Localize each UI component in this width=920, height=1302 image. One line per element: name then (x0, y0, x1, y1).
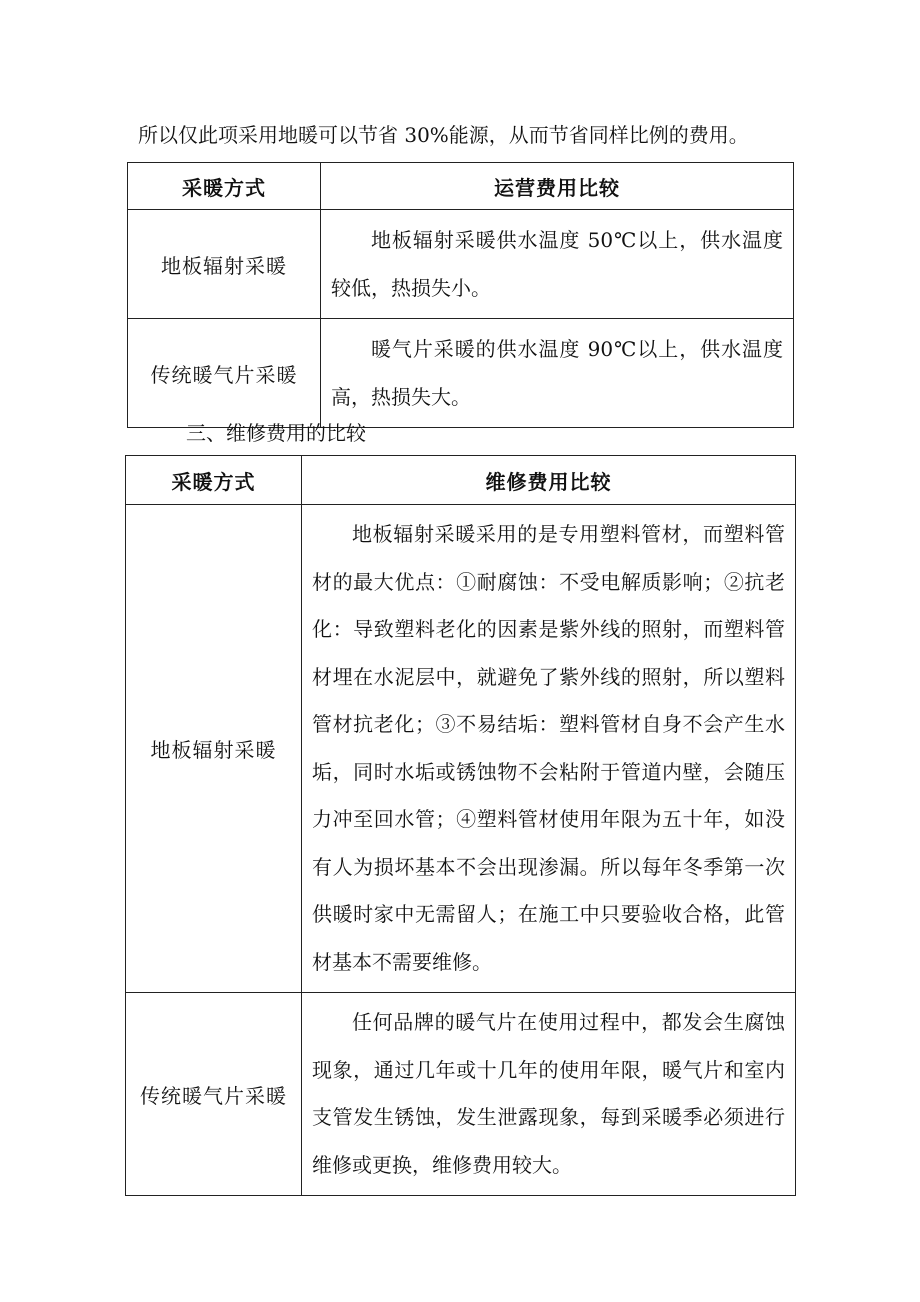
table-header-row (126, 456, 796, 505)
intro-paragraph: 所以仅此项采用地暖可以节省 30%能源，从而节省同样比例的费用。 (138, 123, 749, 147)
row-heating-method: 传统暖气片采暖 (126, 993, 302, 1196)
row-description (302, 993, 796, 1196)
header-heating-method: 采暖方式 (128, 163, 321, 210)
maintenance-cost-table (125, 455, 796, 1196)
row-description-text: 暖气片采暖的供水温度 90℃以上，供水温度高，热损失大。 (331, 337, 783, 409)
table-row (128, 319, 794, 428)
row-description-text: 地板辐射采暖供水温度 50℃以上，供水温度较低，热损失小。 (331, 228, 783, 300)
table-header-row (128, 163, 794, 210)
row-heating-method: 地板辐射采暖 (128, 210, 321, 319)
row-heating-method: 地板辐射采暖 (126, 505, 302, 993)
row-description (321, 319, 794, 428)
header-heating-method: 采暖方式 (126, 456, 302, 505)
row-description-text: 任何品牌的暖气片在使用过程中，都发会生腐蚀现象，通过几年或十几年的使用年限，暖气片和室内支管发生锈蚀，发生泄露现象，每到采暖季必须进行维修或更换，维修费用较大。 (312, 1010, 785, 1177)
table-row (128, 210, 794, 319)
row-description-text: 地板辐射采暖采用的是专用塑料管材，而塑料管材的最大优点：①耐腐蚀：不受电解质影响；②抗老化：导致塑料老化的因素是紫外线的照射，而塑料管材埋在水泥层中，就避免了紫外线的照射，所以塑料管材抗老化；③不易结垢：塑料管材自身不会产生水垢，同时水垢或锈蚀物不会粘附于管道内壁，会随压力冲至回水管；④塑料管材使用年限为五十年，如没有人为损坏基本不会出现渗漏。所以每年冬季第一次供暖时家中无需留人；在施工中只要验收合格，此管材基本不需要维修。 (312, 522, 785, 974)
table-row (126, 505, 796, 993)
row-heating-method: 传统暖气片采暖 (128, 319, 321, 428)
header-maintenance-cost-comparison: 维修费用比较 (302, 456, 796, 505)
table-row (126, 993, 796, 1196)
section-heading: 三、维修费用的比较 (186, 421, 366, 445)
header-operating-cost-comparison: 运营费用比较 (321, 163, 794, 210)
operating-cost-table (127, 162, 794, 428)
row-description (302, 505, 796, 993)
row-description (321, 210, 794, 319)
